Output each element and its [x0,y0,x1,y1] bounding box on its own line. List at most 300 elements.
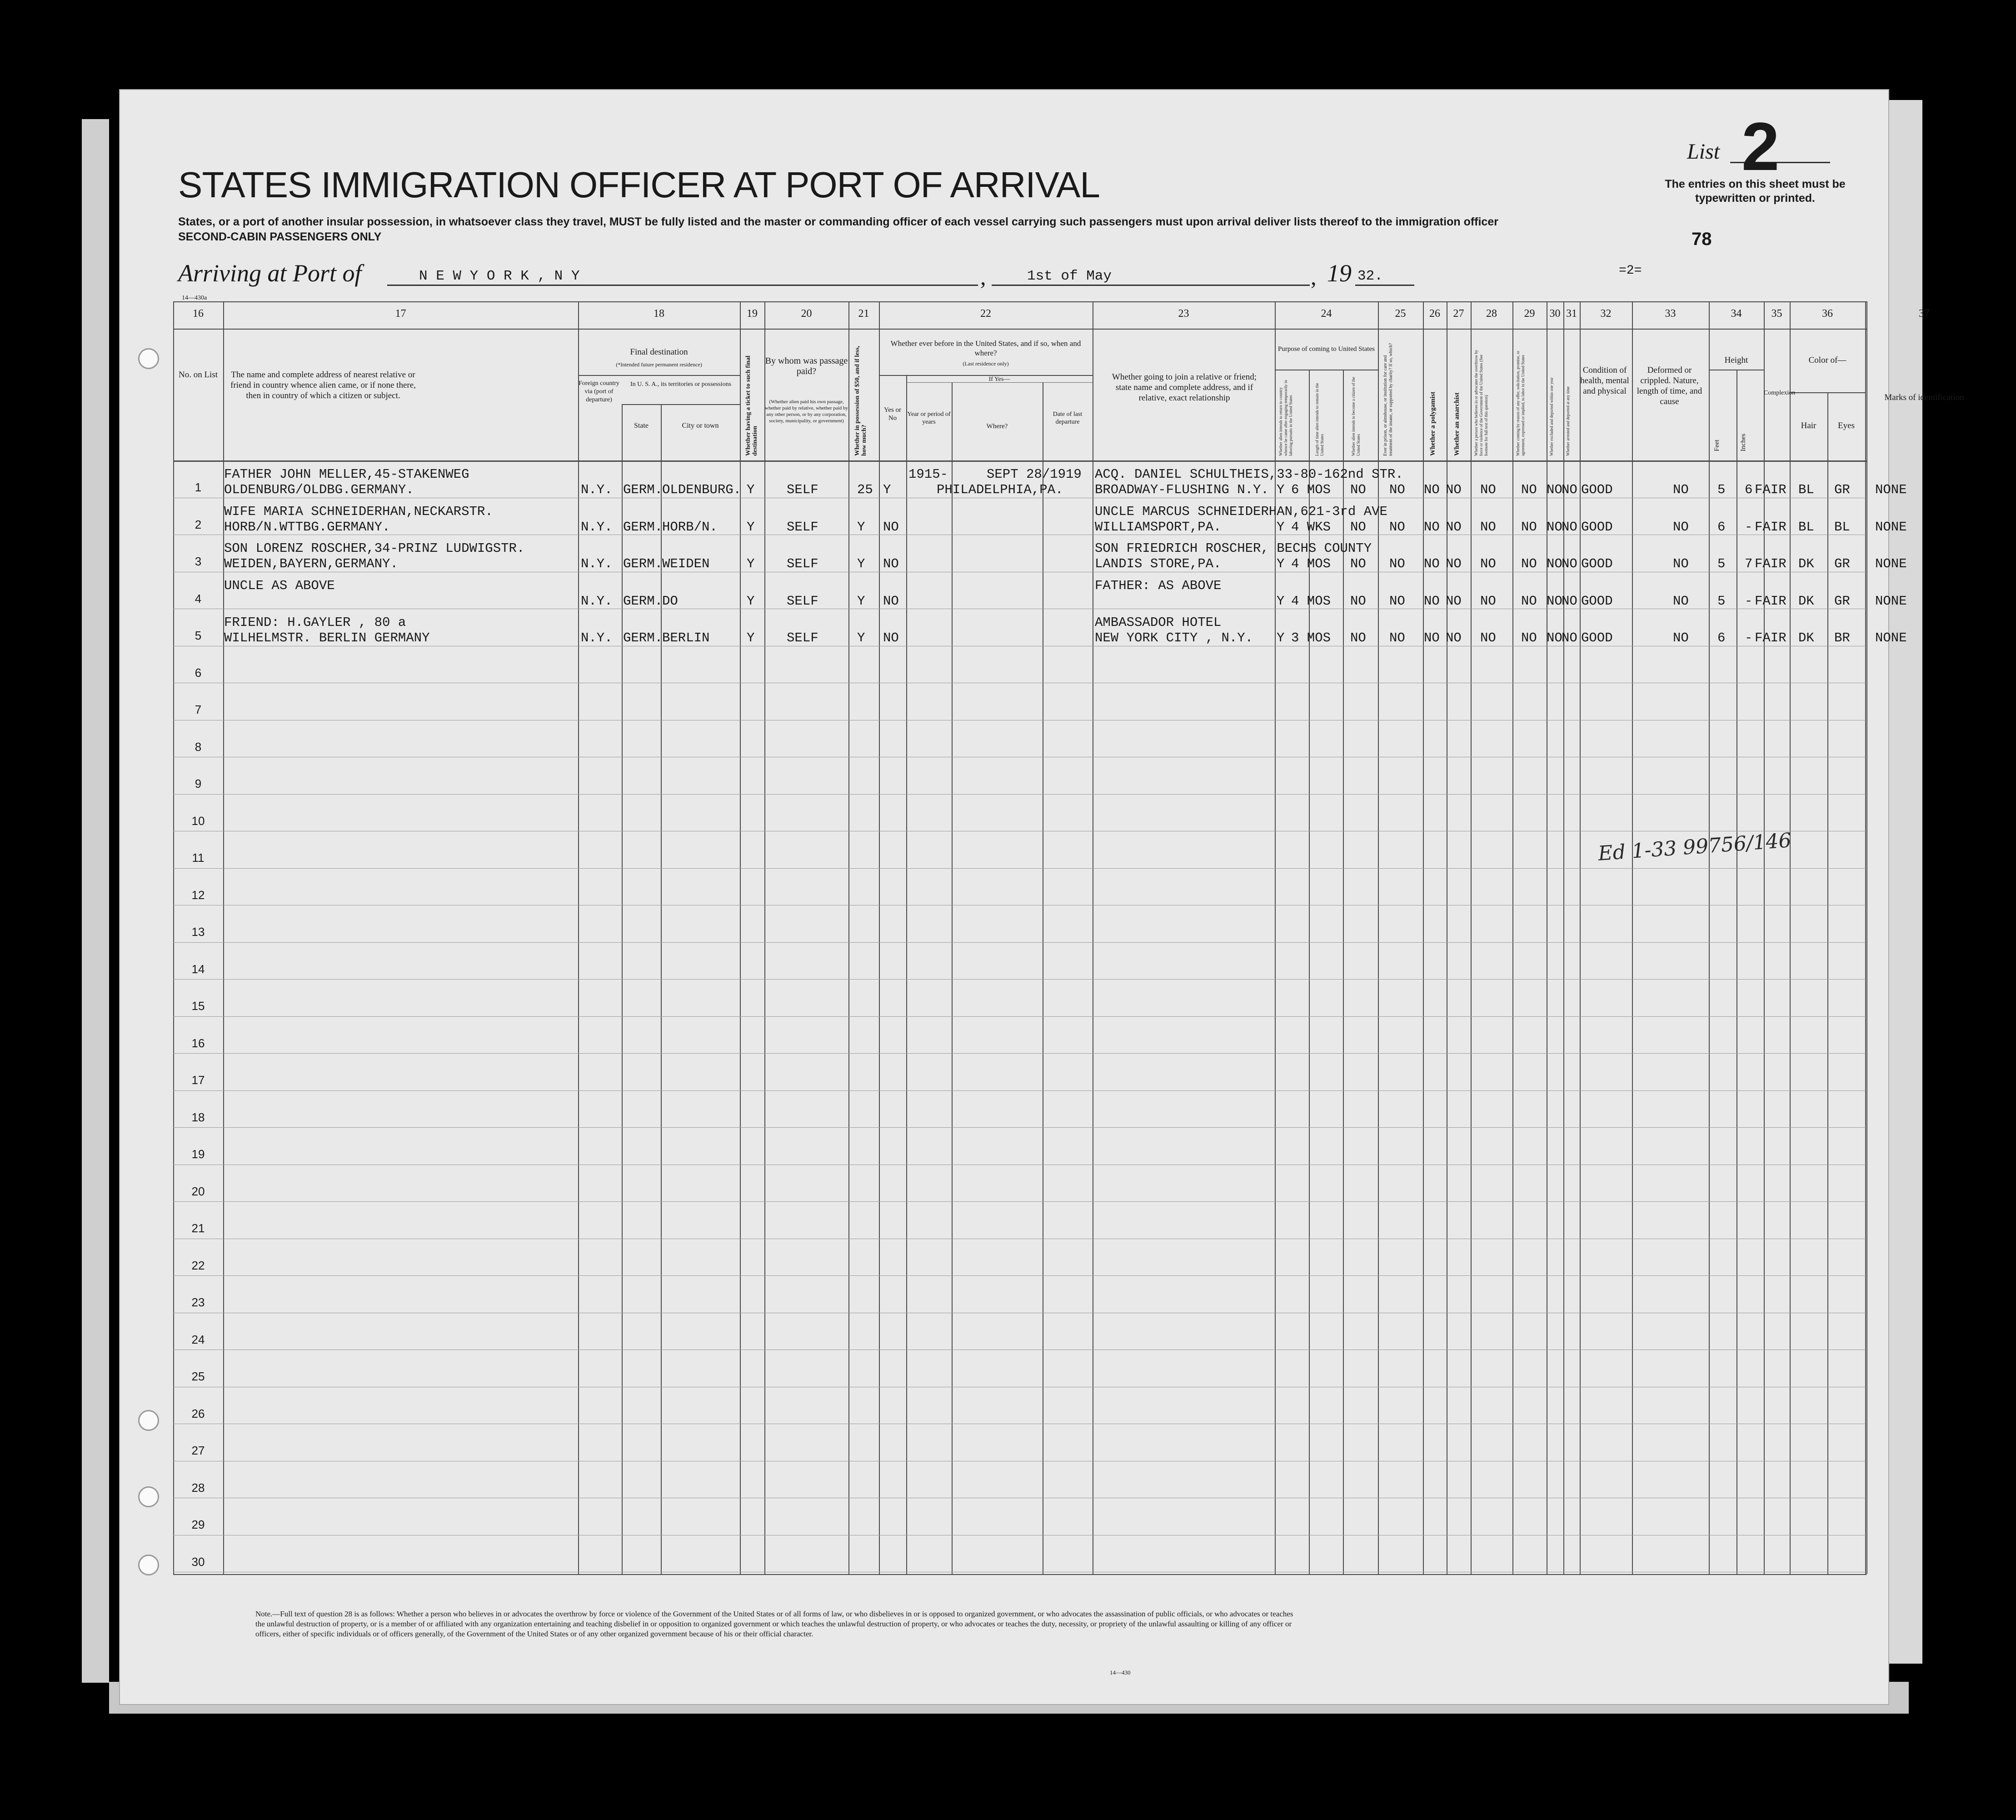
cell-marks: NONE [1875,556,1907,571]
cell-before-yes: NO [883,556,899,571]
column-number: 37 [1919,308,1930,320]
cell-state: GERM. [623,593,663,609]
cell-p-return: Y [1277,519,1285,535]
cell-complexion: FAIR [1755,593,1786,609]
port-line [387,285,978,286]
subhdr-rule-36 [1790,392,1865,393]
row-rule [173,1275,1866,1276]
cell-health: GOOD [1581,630,1613,645]
cell-health: GOOD [1581,593,1613,609]
subtitle-line-2: SECOND-CABIN PASSENGERS ONLY [178,230,382,243]
col35-header: Complexion [1764,390,1796,396]
year-line [1355,285,1414,286]
cell-complexion: FAIR [1755,482,1786,497]
cell-relative-l2: OLDENBURG/OLDBG.GERMANY. [224,482,414,497]
row-number: 4 [195,591,202,605]
cell-state: GERM. [623,556,663,571]
col34-header: Height [1724,355,1748,365]
grid-bottom-border [173,1574,1866,1575]
row-number: 22 [191,1258,205,1272]
cell-deformed: NO [1673,593,1689,609]
row-number: 12 [191,888,205,902]
row-number: 18 [191,1110,205,1124]
cell-money: 25 [857,482,873,497]
cell-city: BERLIN [662,630,710,645]
row-rule [173,979,1866,980]
list-number: 2 [1742,108,1780,185]
cell-anarchist: NO [1446,519,1462,535]
cell-offer: NO [1521,630,1537,645]
cell-paid-by: SELF [787,519,818,535]
row-number: 14 [191,962,205,976]
cell-ticket: Y [747,519,755,535]
cell-money: Y [857,519,865,535]
col34-feet-header: Feet [1713,440,1721,451]
cell-join-l2: LANDIS STORE,PA. [1095,556,1222,571]
column-number: 33 [1665,308,1676,320]
column-rule [1580,301,1581,1574]
cell-polygamist: NO [1424,482,1440,497]
cell-inches: - [1745,630,1753,645]
row-rule [173,1053,1866,1054]
cell-eyes: GR [1834,482,1850,497]
col20-note: (Whether alien paid his own passage, whether paid by relative, whether paid by any other person, or by any corporation, society, municipality, or government) [765,399,848,424]
column-number: 23 [1178,308,1189,320]
column-rule [952,382,953,1574]
cell-health: GOOD [1581,519,1613,535]
cell-join-l1: FATHER: AS ABOVE [1095,578,1222,593]
column-number: 31 [1566,308,1577,320]
cell-health: GOOD [1581,482,1613,497]
row-number: 16 [191,1036,205,1050]
cell-before-yes: Y [883,482,891,497]
cell-ticket: Y [747,630,755,645]
column-rule [1865,301,1866,1574]
row-rule [173,1090,1866,1091]
cell-marks: NONE [1875,482,1907,497]
cell-arrested: NO [1562,556,1577,571]
cell-eyes: BR [1834,630,1850,645]
cell-arrested: NO [1562,630,1577,645]
col16-header: No. on List [178,370,218,380]
cell-advocate: NO [1480,630,1496,645]
col22-date-header: Date of last departure [1053,411,1083,425]
subhdr-rule-18b [622,404,740,405]
col22-year-header: Year or period of years [907,411,951,425]
cell-p-length: 3 MOS [1291,630,1331,645]
cell-city: DO [662,593,678,609]
column-rule [1866,301,1867,1574]
column-number: 30 [1549,308,1561,320]
cell-relative-l2: WILHELMSTR. BERLIN GERMANY [224,630,430,645]
col32-header: Condition of health, mental and physical [1580,365,1629,396]
cell-relative-l1: SON LORENZ ROSCHER,34-PRINZ LUDWIGSTR. [224,541,525,556]
column-number: 29 [1524,308,1535,320]
cell-relative-l2: WEIDEN,BAYERN,GERMANY. [224,556,398,571]
column-number: 24 [1321,308,1332,320]
cell-inches: 6 [1745,482,1753,497]
column-number: 16 [193,308,204,320]
column-number: 32 [1600,308,1612,320]
binder-hole [138,1555,159,1575]
cell-inches: - [1745,593,1753,609]
col30-header: Whether excluded and deported within one year [1549,377,1554,456]
cell-prison: NO [1389,556,1405,571]
cell-advocate: NO [1480,556,1496,571]
cell-state: GERM. [623,630,663,645]
page-stack-right [1886,100,1922,1664]
year-prefix: 19 [1327,260,1352,287]
cell-feet: 5 [1717,482,1726,497]
column-rule [879,301,880,1574]
cell-health: GOOD [1581,556,1613,571]
cell-hair: BL [1798,482,1814,497]
col36-hair-header: Hair [1801,421,1816,430]
cell-money: Y [857,556,865,571]
cell-p-return: Y [1277,593,1285,609]
row-number: 11 [192,851,205,865]
cell-advocate: NO [1480,593,1496,609]
year-suffix: 32. [1357,268,1383,284]
row-number: 7 [195,703,202,716]
row-number: 19 [191,1147,205,1161]
cell-foreign: N.Y. [581,630,613,645]
date-line [992,285,1310,286]
row-number: 25 [191,1370,205,1383]
column-number: 18 [654,308,664,320]
cell-p-citizen: NO [1350,630,1366,645]
col24-b-header: Length of time alien intends to remain in the United States [1315,383,1324,456]
row-number: 5 [195,629,202,642]
row-number: 28 [191,1480,205,1495]
cell-ticket: Y [747,482,755,497]
cell-relative-l1: FATHER JOHN MELLER,45-STAKENWEG [224,467,469,482]
cell-eyes: GR [1834,593,1850,609]
cell-complexion: FAIR [1755,556,1786,571]
row-rule [173,1201,1866,1202]
col22-yesno-header: Yes or No [883,406,902,422]
row-number: 13 [191,925,205,939]
row-rule [173,868,1866,869]
cell-before-yes: NO [883,593,899,609]
col17-header: The name and complete address of nearest relative or friend in country whence alien came, or if none there, then in country of which a citizen or subject. [230,370,416,400]
cell-join-l1: SON FRIEDRICH ROSCHER, BECHS COUNTY [1095,541,1372,556]
cell-relative-l1: UNCLE AS ABOVE [224,578,335,593]
cell-city: WEIDEN [662,556,710,571]
cell-city: HORB/N. [662,519,718,535]
cell-offer: NO [1521,556,1537,571]
cell-eyes: BL [1834,519,1850,535]
cell-join-l2: NEW YORK CITY , N.Y. [1095,630,1253,645]
cell-p-length: 4 MOS [1291,593,1331,609]
row-rule [173,1016,1866,1017]
column-number: 22 [980,308,991,320]
col24-header: Purpose of coming to United States [1278,345,1375,353]
cell-inches: - [1745,519,1753,535]
cell-p-citizen: NO [1350,482,1366,497]
column-rule [848,301,849,1574]
cell-arrested: NO [1562,519,1577,535]
cell-p-length: 6 MOS [1291,482,1331,497]
cell-feet: 5 [1717,593,1726,609]
cell-feet: 6 [1717,519,1726,535]
cell-prison: NO [1389,482,1405,497]
cell-marks: NONE [1875,593,1907,609]
cell-deformed: NO [1673,482,1689,497]
cell-p-length: 4 WKS [1291,519,1331,535]
cell-excluded: NO [1547,630,1562,645]
column-rule [1378,301,1379,1574]
cell-p-length: 4 MOS [1291,556,1331,571]
cell-offer: NO [1521,482,1537,497]
cell-polygamist: NO [1424,519,1440,535]
col23-header: Whether going to join a relative or friend; state name and complete address, and if relative, exact relationship [1112,372,1257,403]
cell-relative-l1: FRIEND: H.GAYLER , 80 a [224,615,406,630]
column-rule [1471,301,1472,1574]
col22-ifyes-header: If Yes— [988,376,1010,383]
arriving-label: Arriving at Port of [178,260,362,287]
column-number: 34 [1731,308,1742,320]
list-label: List [1687,140,1720,164]
cell-foreign: N.Y. [581,482,613,497]
row-number: 6 [195,665,202,680]
cell-state: GERM. [623,519,663,535]
date-value: 1st of May [1027,268,1112,284]
cell-inches: 7 [1745,556,1753,571]
row-number: 17 [191,1073,205,1087]
row-number: 29 [191,1518,205,1531]
cell-excluded: NO [1547,556,1562,571]
cell-advocate: NO [1480,519,1496,535]
col29-header: Whether coming by reason of any offer, solicitation, promise, or agreement, expressed or implied, to labor in the United States [1516,350,1525,456]
cell-polygamist: NO [1424,556,1440,571]
row-number: 10 [191,814,205,828]
date-comma: , [1311,264,1317,290]
cell-join-l2: BROADWAY-FLUSHING N.Y. [1095,482,1269,497]
port-comma: , [980,264,986,290]
column-number: 20 [801,308,812,320]
col26-header: Whether a polygamist [1429,391,1437,456]
col24-a-header: Whether alien intends to return to country whence he came after engaging temporarily in laboring pursuits in the United States [1278,380,1293,456]
row-number: 20 [191,1184,205,1198]
handwritten-annotation: Ed 1-33 99756/146 [1597,829,1792,865]
grid-top-border [173,301,1866,302]
row-number: 9 [195,777,202,790]
cell-prison: NO [1389,630,1405,645]
column-number: 28 [1486,308,1497,320]
cell-money: Y [857,630,865,645]
col37-header: Marks of identification [1884,393,1964,402]
manifest-table [173,301,1964,1574]
binder-hole [138,348,159,369]
col18-city-header: City or town [682,422,719,430]
cell-prison: NO [1389,519,1405,535]
binder-hole [138,1486,159,1507]
cell-state: GERM. [623,482,663,497]
row-number: 3 [195,555,202,568]
cell-p-return: Y [1277,482,1285,497]
column-number: 35 [1771,308,1782,320]
column-rule [764,301,765,1574]
col28-header: Whether a person who believes in or advocates the overthrow by force or violence of the Government of the United States (See footnote for full text of this question) [1474,350,1488,456]
col31-header: Whether arrested and deported at any time [1566,386,1570,456]
cell-excluded: NO [1547,482,1562,497]
cell-prison: NO [1389,593,1405,609]
port-value: N E W Y O R K , N Y [419,268,580,284]
col18-foreign-header: Foreign country via (port of departure) [579,380,619,403]
cell-arrested: NO [1562,482,1577,497]
col34-inches-header: Inches [1740,433,1747,451]
form-number: 14—430a [182,295,207,301]
cell-city: OLDENBURG. [662,482,742,497]
column-rule [906,375,907,1574]
row-number: 8 [195,740,202,754]
cell-p-citizen: NO [1350,556,1366,571]
column-rule [1632,301,1633,1574]
cell-foreign: N.Y. [581,593,613,609]
col20-header: By whom was passage paid? [765,356,848,376]
column-rule [1790,301,1791,1574]
cell-relative-l1: WIFE MARIA SCHNEIDERHAN,NECKARSTR. [224,504,493,519]
page-title: STATES IMMIGRATION OFFICER AT PORT OF ARRIVAL [178,165,1100,205]
page-stack-back [82,119,109,1683]
cell-p-citizen: NO [1350,593,1366,609]
cell-where: PHILADELPHIA,PA. [937,482,1063,497]
cell-offer: NO [1521,593,1537,609]
column-number: 21 [858,308,869,320]
cell-paid-by: SELF [787,556,818,571]
cell-hair: BL [1798,519,1814,535]
row-rule [173,942,1866,943]
column-number: 17 [395,308,406,320]
col18-state-header: State [634,422,649,430]
column-rule [1827,392,1828,1574]
manifest-page [119,89,1964,1705]
cell-arrested: NO [1562,593,1577,609]
footnote: Note.—Full text of question 28 is as follows: Whether a person who believes in or advocates the overthrow by force or violence of the Government of the United States or of all forms of law, or who disbelieves in or is opposed to organized government, or who advocates the assassination of public officials, or who advocates or teaches the unlawful destruction of property, or is a member of or affiliated with any organization entertaining and teaching disbelief in or opposition to organized government or which teaches the unlawful destruction of property, or who advocates or teaches the duty, necessity, or propriety of the unlawful assaulting or killing of any officer or officers, either of specific individuals or of officers generally, of the Government of the United States or of any other organized government because of his or their official character. [255,1610,1293,1638]
column-number: 25 [1395,308,1406,320]
page-subtitle [178,215,1578,245]
cell-complexion: FAIR [1755,519,1786,535]
cell-excluded: NO [1547,519,1562,535]
cell-foreign: N.Y. [581,556,613,571]
cell-deformed: NO [1673,519,1689,535]
col21-header: Whether in possession of $50, and if less, how much? [854,345,868,456]
column-rule [578,301,579,1574]
cell-p-citizen: NO [1350,519,1366,535]
cell-paid-by: SELF [787,482,818,497]
cell-join-l2: WILLIAMSPORT,PA. [1095,519,1222,535]
colno-rule [173,329,1866,330]
cell-hair: DK [1798,630,1814,645]
col18-note: (*Intended future permanent residence) [616,361,702,368]
cell-p-return: Y [1277,556,1285,571]
row-number: 2 [195,517,202,531]
cell-feet: 5 [1717,556,1726,571]
column-rule [622,404,623,1574]
cell-relative-l2: HORB/N.WTTBG.GERMANY. [224,519,390,535]
cell-hair: DK [1798,556,1814,571]
cell-paid-by: SELF [787,630,818,645]
column-number: 36 [1822,308,1833,320]
cell-polygamist: NO [1424,630,1440,645]
sheet-number: 78 [1692,229,1712,249]
row-number: 23 [191,1295,205,1309]
col33-header: Deformed or crippled. Nature, length of time, and cause [1637,365,1702,406]
row-number: 15 [191,999,205,1013]
sheet-sub-number: =2= [1619,264,1642,278]
col22-note: (Last residence only) [963,360,1009,367]
cell-marks: NONE [1875,519,1907,535]
cell-anarchist: NO [1446,556,1462,571]
header-bottom-rule [173,460,1866,462]
cell-offer: NO [1521,519,1537,535]
col19-header: Whether having a ticket to such final destination [745,355,758,456]
cell-deformed: NO [1673,630,1689,645]
row-rule [173,1127,1866,1128]
cell-join-l1: AMBASSADOR HOTEL [1095,615,1222,630]
cell-ticket: Y [747,593,755,609]
cell-before-yes: NO [883,630,899,645]
col22-where-header: Where? [986,423,1008,430]
cell-feet: 6 [1717,630,1726,645]
binder-hole [138,1410,159,1431]
cell-deformed: NO [1673,556,1689,571]
column-rule [1709,301,1710,1574]
col25-header: Ever in prison, or almshouse, or institution for care and treatment of the insane, or supported by charity? If so, which? [1383,343,1393,456]
row-number: 1 [195,480,202,494]
row-number: 30 [191,1555,205,1569]
cell-join-l1: ACQ. DANIEL SCHULTHEIS,33-80-162nd STR. [1095,467,1403,482]
column-number: 26 [1429,308,1440,320]
cell-period: 1915- [908,467,948,482]
col24-c-header: Whether alien intends to become a citizen of the United States [1351,377,1361,456]
col36-eyes-header: Eyes [1838,421,1855,430]
col18-header: Final destination [630,347,688,357]
column-number: 27 [1453,308,1464,320]
cell-ticket: Y [747,556,755,571]
cell-money: Y [857,593,865,609]
subtitle-line-1: States, or a port of another insular possession, in whatsoever class they travel, MUST be fully listed and the master or commanding officer of each vessel carrying such passengers must upon arrival deliver lists thereof to the immigration officer [178,215,1498,228]
cell-advocate: NO [1480,482,1496,497]
col22-header: Whether ever before in the United States, and if so, when and where? [890,339,1081,357]
row-number: 21 [191,1221,205,1235]
cell-excluded: NO [1547,593,1562,609]
row-rule [173,794,1866,795]
cell-eyes: GR [1834,556,1850,571]
col27-header: Whether an anarchist [1453,392,1461,456]
cell-p-return: Y [1277,630,1285,645]
cell-complexion: FAIR [1755,630,1786,645]
row-number: 27 [191,1444,205,1457]
cell-foreign: N.Y. [581,519,613,535]
cell-anarchist: NO [1446,593,1462,609]
cell-before-yes: NO [883,519,899,535]
column-number: 19 [747,308,758,320]
cell-marks: NONE [1875,630,1907,645]
cell-paid-by: SELF [787,593,818,609]
column-rule [661,404,662,1574]
subhdr-rule-18 [578,375,740,376]
footnote-form-number: 14—430 [1110,1669,1131,1676]
col18-usa-header: In U. S. A., its territories or possessions [630,381,732,388]
cell-hair: DK [1798,593,1814,609]
column-rule [1512,301,1513,1574]
list-note: The entries on this sheet must be typewritten or printed. [1665,178,1846,205]
row-number: 24 [191,1332,205,1346]
cell-join-l1: UNCLE MARCUS SCHNEIDERHAN,621-3rd AVE [1095,504,1387,519]
cell-departure: SEPT 28/1919 [987,467,1082,482]
